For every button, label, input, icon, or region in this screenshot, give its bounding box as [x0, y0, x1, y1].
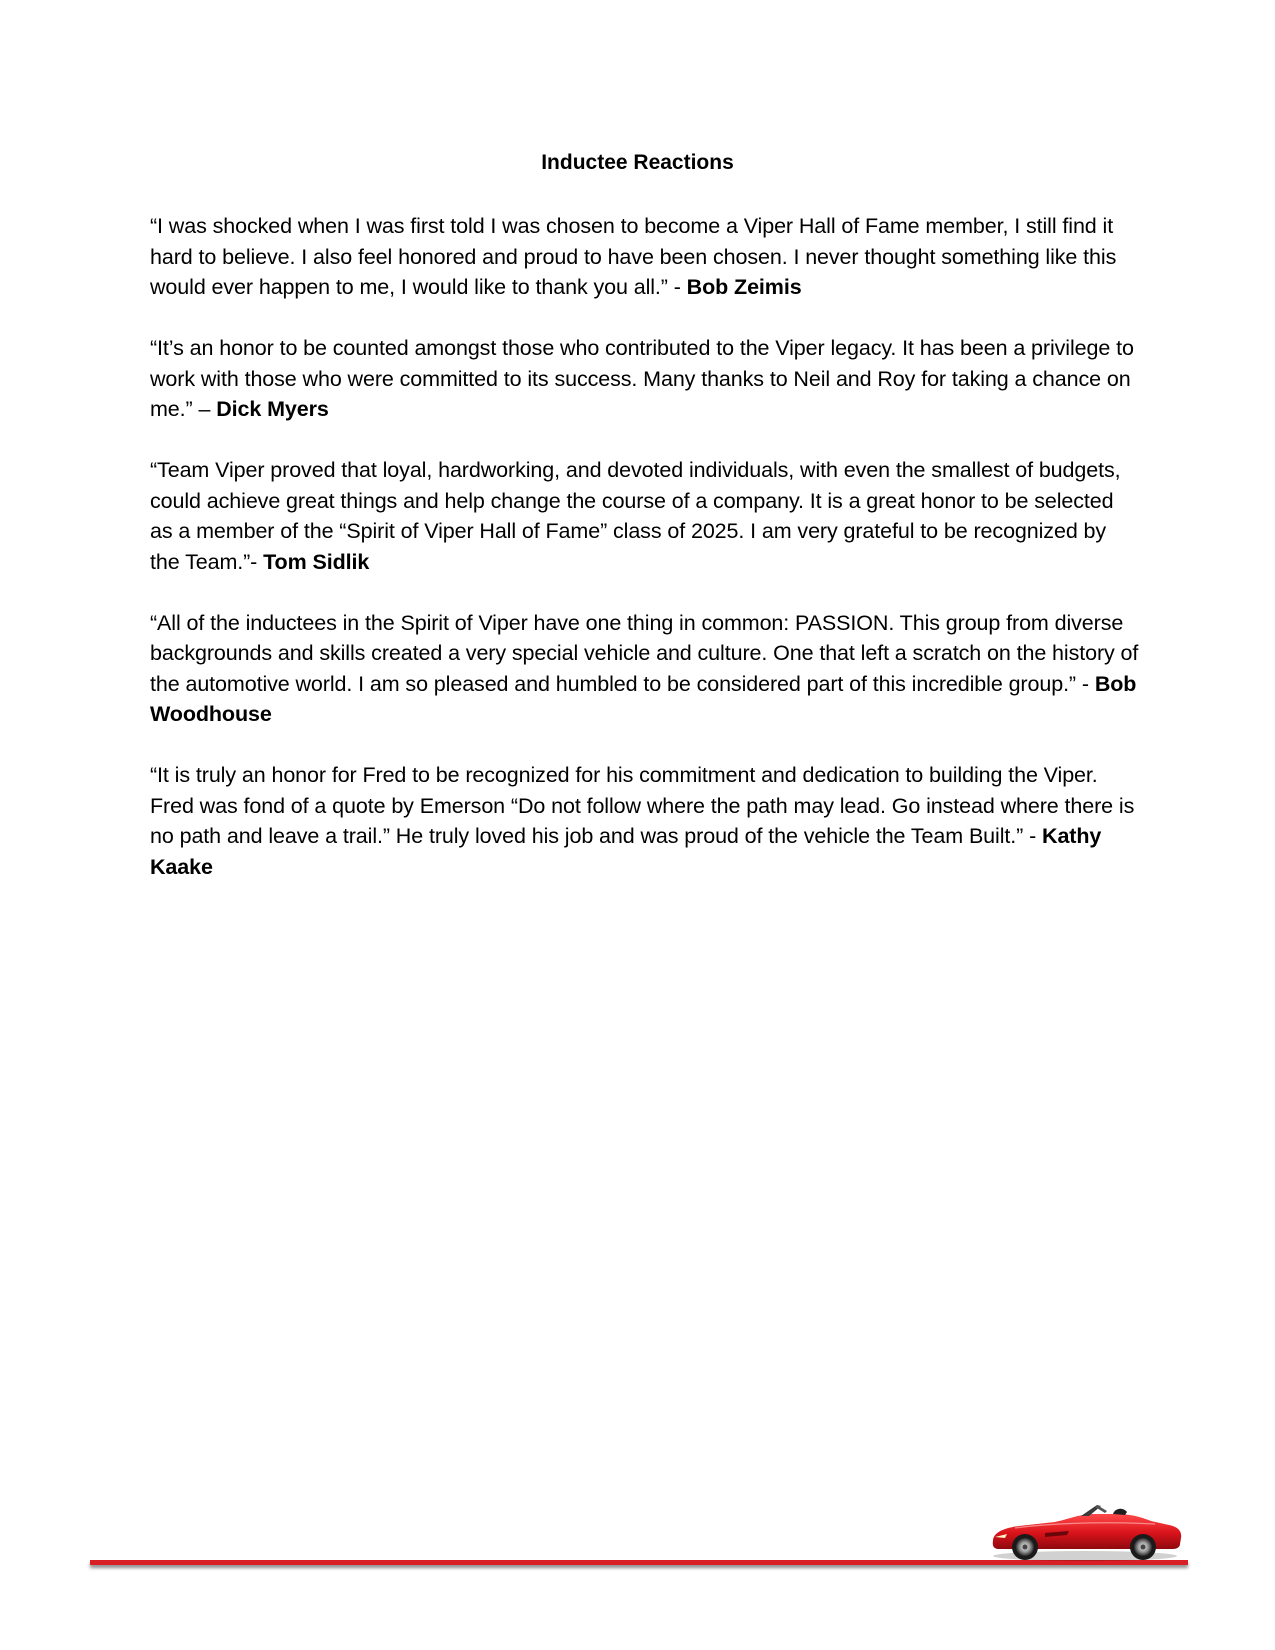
quote-text: “All of the inductees in the Spirit of Viper have one thing in common: PASSION. This group from diverse backgrounds and skills created a very special vehicle and culture. One that left a scratch on the history of the automotive world. I am so pleased and humbled to be considered part of this incredible group.” - — [150, 610, 1139, 696]
quote-author: Tom Sidlik — [263, 549, 370, 574]
quote-item — [150, 760, 1140, 882]
quote-item — [150, 608, 1140, 730]
quote-author: Dick Myers — [216, 397, 329, 421]
quote-text: “It’s an honor to be counted amongst those who contributed to the Viper legacy. It has been a privilege to work with those who were committed to its success. Many thanks to Neil and Roy for taking a chance on me.” – — [150, 336, 1134, 421]
red-sports-car-icon — [985, 1497, 1185, 1563]
quote-item — [150, 211, 1140, 303]
page-title: Inductee Reactions — [541, 151, 734, 174]
quote-author: Bob Zeimis — [686, 275, 802, 299]
quote-author: Kathy Kaake — [150, 824, 1102, 879]
quote-list — [150, 211, 1140, 913]
quote-item — [150, 333, 1140, 425]
quote-item — [150, 455, 1140, 577]
quote-text: “It is truly an honor for Fred to be recognized for his commitment and dedication to building the Viper. Fred was fond of a quote by Emerson “Do not follow where the path may lead. Go instead where there is no path and leave a trail.” He truly loved his job and was proud of the vehicle the Team Built.” - — [150, 763, 1135, 848]
quote-author: Bob Woodhouse — [150, 671, 1137, 726]
quote-text: “I was shocked when I was first told I was chosen to become a Viper Hall of Fame member, I still find it hard to believe. I also feel honored and proud to have been chosen. I never thought something like this would ever happen to me, I would like to thank you all.” - — [150, 214, 1117, 299]
quote-text: “Team Viper proved that loyal, hardworking, and devoted individuals, with even the smallest of budgets, could achieve great things and help change the course of a company. It is a great honor to be selected as a member of the “Spirit of Viper Hall of Fame” class of 2025. I am very grateful to be recognized by the Team.”- — [150, 458, 1121, 574]
